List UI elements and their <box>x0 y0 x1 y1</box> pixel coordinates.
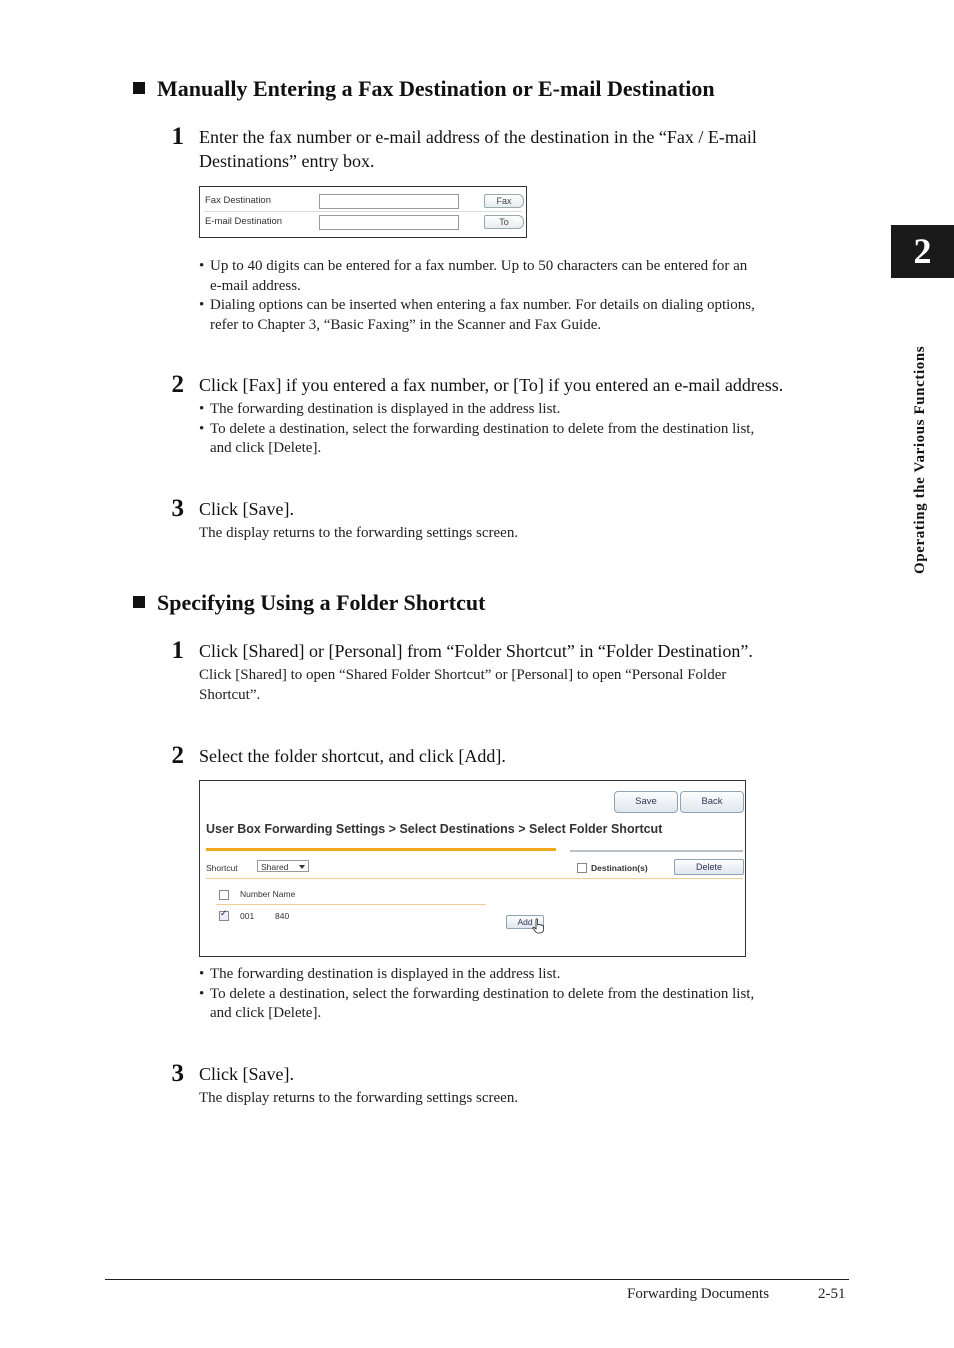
section-underline <box>206 848 556 851</box>
notes-list <box>199 965 849 1024</box>
step-number: 3 <box>171 1060 184 1087</box>
step-number: 2 <box>171 371 184 398</box>
email-destination-label: E-mail Destination <box>205 216 283 227</box>
row-checkbox[interactable] <box>219 911 229 921</box>
step-number: 3 <box>171 495 184 522</box>
back-button[interactable]: Back <box>680 791 744 813</box>
notes-list <box>199 400 849 459</box>
chevron-down-icon <box>299 865 305 869</box>
divider <box>206 878 743 879</box>
section-heading-manual-entry: Manually Entering a Fax Destination or E-mail Destination <box>133 76 715 102</box>
step-text: Click [Fax] if you entered a fax number, or [To] if you entered an e-mail address. <box>199 375 784 395</box>
shortcut-label: Shortcut <box>206 863 238 873</box>
to-button[interactable]: To <box>484 215 524 229</box>
fax-email-entry-screenshot <box>199 186 527 238</box>
step-subtext: Click [Shared] to open “Shared Folder Shortcut” or [Personal] to open “Personal Folder Shortcut”. <box>199 667 727 703</box>
note-item: • Dialing options can be inserted when entering a fax number. For details on dialing options, refer to Chapter 3, “Basic Faxing” in the Scanner and Fax Guide. <box>199 297 755 333</box>
step-number: 1 <box>171 123 184 150</box>
note-item: • To delete a destination, select the forwarding destination to delete from the destination list, and click [Delete]. <box>199 985 755 1021</box>
note-item: • Up to 40 digits can be entered for a fax number. Up to 50 characters can be entered for an e-mail address. <box>199 258 748 294</box>
footer-title: Forwarding Documents <box>627 1286 770 1302</box>
destinations-select-all-checkbox[interactable] <box>577 863 587 873</box>
delete-button[interactable]: Delete <box>674 859 744 875</box>
square-bullet-icon <box>133 596 145 608</box>
chapter-side-title: Operating the Various Functions <box>912 345 928 574</box>
divider <box>204 211 522 212</box>
select-folder-shortcut-screenshot <box>199 780 746 957</box>
step-text: Click [Shared] or [Personal] from “Folder Shortcut” in “Folder Destination”. <box>199 641 753 661</box>
note-item: • The forwarding destination is displayed in the address list. <box>199 966 561 982</box>
shortcut-select[interactable]: Shared <box>257 860 309 872</box>
note-item: • To delete a destination, select the forwarding destination to delete from the destination list, and click [Delete]. <box>199 420 755 456</box>
step-subtext: The display returns to the forwarding settings screen. <box>199 525 519 541</box>
save-button[interactable]: Save <box>614 791 678 813</box>
step-subtext: The display returns to the forwarding settings screen. <box>199 1090 519 1106</box>
step-number: 2 <box>171 742 184 769</box>
fax-destination-input[interactable] <box>319 194 459 209</box>
step-text: Click [Save]. <box>199 499 294 519</box>
step-number: 1 <box>171 637 184 664</box>
page-number: 2-51 <box>818 1286 846 1302</box>
fax-destination-label: Fax Destination <box>205 195 272 206</box>
fax-button[interactable]: Fax <box>484 194 524 208</box>
row-name: 840 <box>275 911 290 921</box>
select-all-checkbox[interactable] <box>219 890 229 900</box>
row-number: 001 <box>240 911 255 921</box>
step-text: Enter the fax number or e-mail address of the destination in the “Fax / E-mail Destinations” entry box. <box>199 127 757 171</box>
add-button[interactable]: Add <box>506 915 544 929</box>
destinations-label: Destination(s) <box>591 863 648 873</box>
notes-list <box>199 257 849 335</box>
step-text: Click [Save]. <box>199 1064 294 1084</box>
breadcrumb: User Box Forwarding Settings > Select Destinations > Select Folder Shortcut <box>206 822 663 836</box>
email-destination-input[interactable] <box>319 215 459 230</box>
step-text: Select the folder shortcut, and click [Add]. <box>199 746 506 766</box>
footer-divider <box>105 1279 849 1280</box>
section-heading-folder-shortcut: Specifying Using a Folder Shortcut <box>133 590 485 616</box>
hand-cursor-icon <box>532 918 544 934</box>
divider <box>216 904 486 905</box>
note-item: • The forwarding destination is displayed in the address list. <box>199 401 561 417</box>
chapter-number-tab: 2 <box>891 225 954 278</box>
column-header: Number Name <box>240 889 296 899</box>
section-underline <box>570 850 743 852</box>
square-bullet-icon <box>133 82 145 94</box>
